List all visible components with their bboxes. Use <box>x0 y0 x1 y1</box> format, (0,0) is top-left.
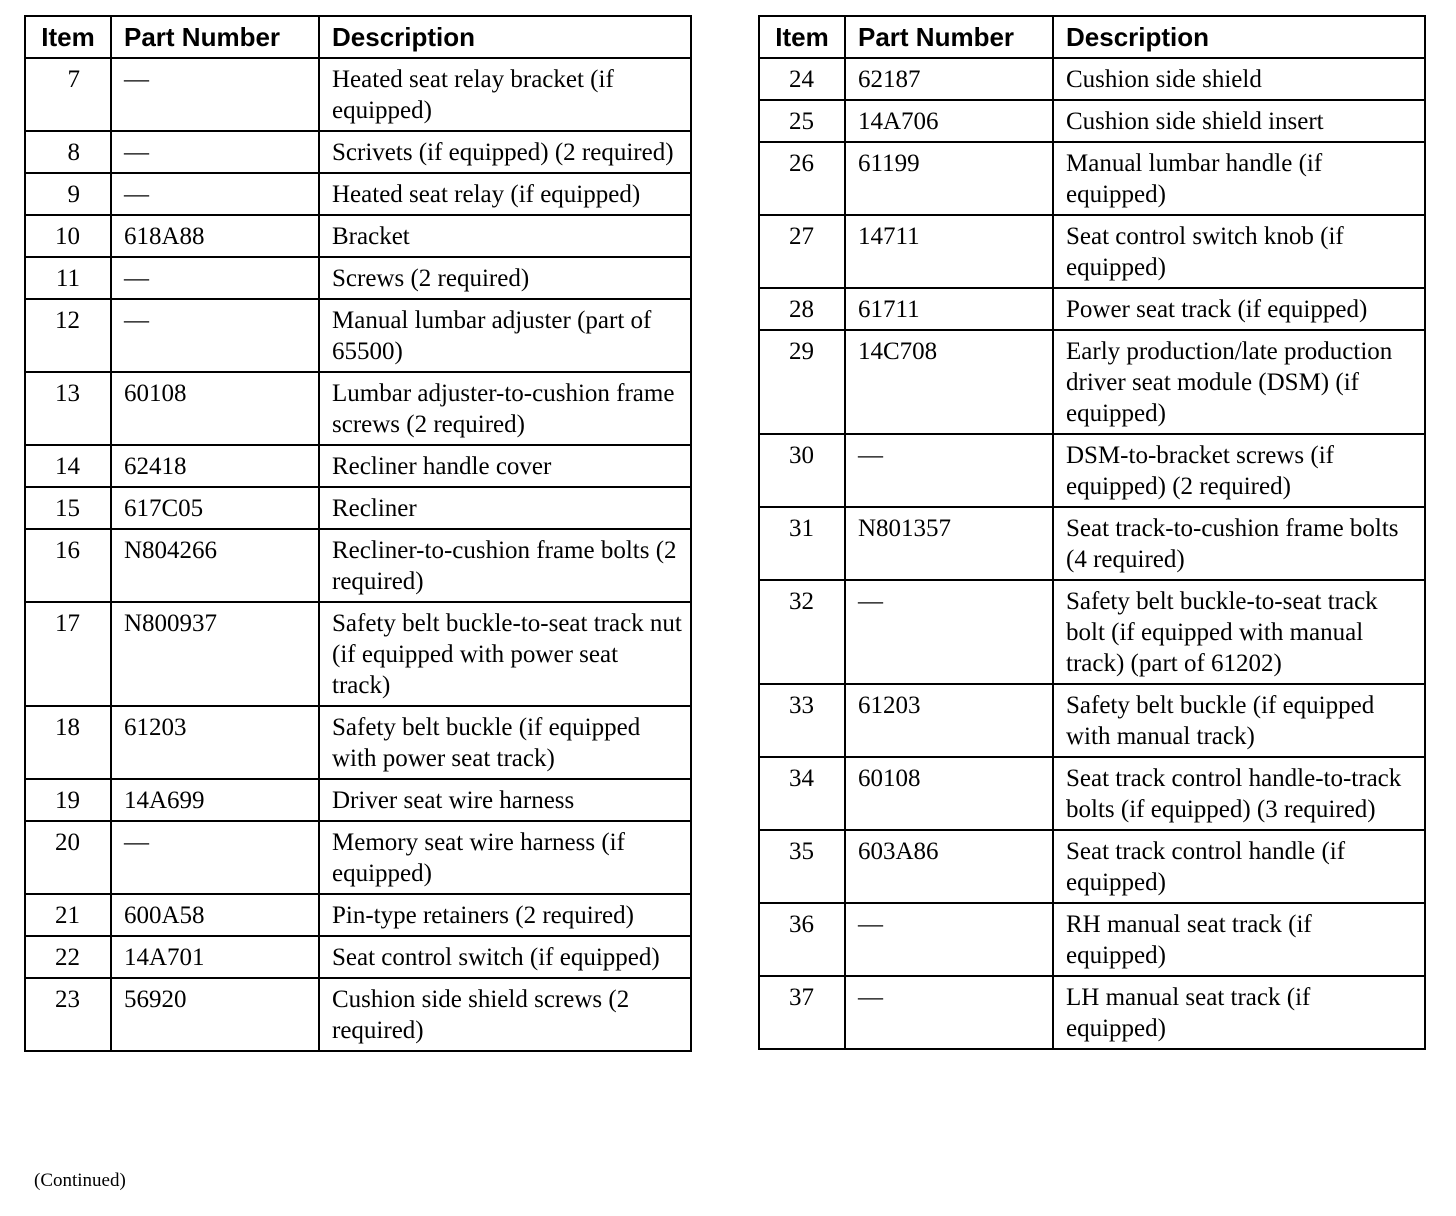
table-row <box>25 257 691 299</box>
part-number-cell: N801357 <box>845 507 1053 580</box>
description-cell: Cushion side shield insert <box>1053 100 1425 142</box>
table-row <box>25 821 691 894</box>
table-row <box>759 757 1425 830</box>
description-cell: Safety belt buckle (if equipped with manual track) <box>1053 684 1425 757</box>
item-number-cell: 32 <box>759 580 845 684</box>
item-number-cell: 7 <box>25 58 111 131</box>
column-header-description: Description <box>319 16 691 58</box>
column-header-part-number: Part Number <box>111 16 319 58</box>
item-number-cell: 10 <box>25 215 111 257</box>
item-number-cell: 15 <box>25 487 111 529</box>
table-row <box>759 684 1425 757</box>
description-cell: Recliner handle cover <box>319 445 691 487</box>
table-row <box>25 445 691 487</box>
item-number-cell: 19 <box>25 779 111 821</box>
part-number-cell: 600A58 <box>111 894 319 936</box>
part-number-cell: 62187 <box>845 58 1053 100</box>
description-cell: Safety belt buckle-to-seat track nut (if equipped with power seat track) <box>319 602 691 706</box>
part-number-cell: 61203 <box>111 706 319 779</box>
table-row <box>759 580 1425 684</box>
description-cell: LH manual seat track (if equipped) <box>1053 976 1425 1049</box>
description-cell: Recliner-to-cushion frame bolts (2 required) <box>319 529 691 602</box>
description-cell: RH manual seat track (if equipped) <box>1053 903 1425 976</box>
table-row <box>759 142 1425 215</box>
table-row <box>759 976 1425 1049</box>
description-cell: Memory seat wire harness (if equipped) <box>319 821 691 894</box>
item-number-cell: 35 <box>759 830 845 903</box>
table-row <box>759 58 1425 100</box>
table-row <box>25 487 691 529</box>
item-number-cell: 36 <box>759 903 845 976</box>
item-number-cell: 31 <box>759 507 845 580</box>
table-row <box>759 830 1425 903</box>
item-number-cell: 11 <box>25 257 111 299</box>
part-number-cell: 14A699 <box>111 779 319 821</box>
item-number-cell: 12 <box>25 299 111 372</box>
description-cell: Seat track-to-cushion frame bolts (4 required) <box>1053 507 1425 580</box>
part-number-cell: — <box>111 131 319 173</box>
item-number-cell: 22 <box>25 936 111 978</box>
item-number-cell: 13 <box>25 372 111 445</box>
part-number-cell: 14A701 <box>111 936 319 978</box>
table-row <box>759 100 1425 142</box>
item-number-cell: 18 <box>25 706 111 779</box>
table-row <box>759 215 1425 288</box>
part-number-cell: 61199 <box>845 142 1053 215</box>
table-row <box>25 978 691 1051</box>
continued-note: (Continued) <box>34 1170 126 1191</box>
table-row <box>25 602 691 706</box>
table-row <box>25 215 691 257</box>
item-number-cell: 30 <box>759 434 845 507</box>
table-row <box>759 434 1425 507</box>
part-number-cell: 14711 <box>845 215 1053 288</box>
table-header-row <box>25 16 691 58</box>
table-row <box>25 529 691 602</box>
table-header-row <box>759 16 1425 58</box>
part-number-cell: — <box>111 257 319 299</box>
part-number-cell: — <box>845 580 1053 684</box>
part-number-cell: 618A88 <box>111 215 319 257</box>
description-cell: Safety belt buckle-to-seat track bolt (if equipped with manual track) (part of 61202) <box>1053 580 1425 684</box>
table-row <box>25 173 691 215</box>
item-number-cell: 25 <box>759 100 845 142</box>
table-row <box>25 936 691 978</box>
part-number-cell: — <box>111 821 319 894</box>
description-cell: Seat control switch (if equipped) <box>319 936 691 978</box>
description-cell: Early production/late production driver seat module (DSM) (if equipped) <box>1053 330 1425 434</box>
parts-table-left-body <box>25 58 691 1051</box>
item-number-cell: 33 <box>759 684 845 757</box>
table-row <box>759 330 1425 434</box>
table-row <box>25 706 691 779</box>
table-row <box>25 372 691 445</box>
item-number-cell: 29 <box>759 330 845 434</box>
description-cell: Seat control switch knob (if equipped) <box>1053 215 1425 288</box>
part-number-cell: 617C05 <box>111 487 319 529</box>
item-number-cell: 28 <box>759 288 845 330</box>
item-number-cell: 9 <box>25 173 111 215</box>
table-row <box>25 58 691 131</box>
part-number-cell: 14C708 <box>845 330 1053 434</box>
description-cell: Heated seat relay bracket (if equipped) <box>319 58 691 131</box>
description-cell: Bracket <box>319 215 691 257</box>
item-number-cell: 8 <box>25 131 111 173</box>
part-number-cell: — <box>111 299 319 372</box>
item-number-cell: 21 <box>25 894 111 936</box>
item-number-cell: 27 <box>759 215 845 288</box>
item-number-cell: 37 <box>759 976 845 1049</box>
part-number-cell: 14A706 <box>845 100 1053 142</box>
part-number-cell: N800937 <box>111 602 319 706</box>
part-number-cell: — <box>845 976 1053 1049</box>
column-header-item: Item <box>759 16 845 58</box>
description-cell: Power seat track (if equipped) <box>1053 288 1425 330</box>
part-number-cell: — <box>111 58 319 131</box>
item-number-cell: 26 <box>759 142 845 215</box>
item-number-cell: 17 <box>25 602 111 706</box>
column-header-part-number: Part Number <box>845 16 1053 58</box>
part-number-cell: — <box>111 173 319 215</box>
part-number-cell: 56920 <box>111 978 319 1051</box>
table-row <box>759 288 1425 330</box>
part-number-cell: 61203 <box>845 684 1053 757</box>
description-cell: Scrivets (if equipped) (2 required) <box>319 131 691 173</box>
column-header-item: Item <box>25 16 111 58</box>
table-row <box>759 903 1425 976</box>
description-cell: Manual lumbar handle (if equipped) <box>1053 142 1425 215</box>
item-number-cell: 34 <box>759 757 845 830</box>
description-cell: Cushion side shield screws (2 required) <box>319 978 691 1051</box>
description-cell: Safety belt buckle (if equipped with power seat track) <box>319 706 691 779</box>
description-cell: Screws (2 required) <box>319 257 691 299</box>
column-header-description: Description <box>1053 16 1425 58</box>
part-number-cell: N804266 <box>111 529 319 602</box>
table-row <box>25 299 691 372</box>
description-cell: Heated seat relay (if equipped) <box>319 173 691 215</box>
description-cell: Lumbar adjuster-to-cushion frame screws (2 required) <box>319 372 691 445</box>
description-cell: DSM-to-bracket screws (if equipped) (2 required) <box>1053 434 1425 507</box>
part-number-cell: 62418 <box>111 445 319 487</box>
item-number-cell: 23 <box>25 978 111 1051</box>
item-number-cell: 20 <box>25 821 111 894</box>
part-number-cell: — <box>845 903 1053 976</box>
parts-table-right-body <box>759 58 1425 1049</box>
description-cell: Seat track control handle (if equipped) <box>1053 830 1425 903</box>
parts-table-left <box>24 15 692 1052</box>
part-number-cell: 60108 <box>111 372 319 445</box>
item-number-cell: 16 <box>25 529 111 602</box>
part-number-cell: — <box>845 434 1053 507</box>
item-number-cell: 14 <box>25 445 111 487</box>
item-number-cell: 24 <box>759 58 845 100</box>
description-cell: Seat track control handle-to-track bolts (if equipped) (3 required) <box>1053 757 1425 830</box>
part-number-cell: 603A86 <box>845 830 1053 903</box>
description-cell: Recliner <box>319 487 691 529</box>
description-cell: Pin-type retainers (2 required) <box>319 894 691 936</box>
part-number-cell: 60108 <box>845 757 1053 830</box>
table-row <box>25 894 691 936</box>
table-row <box>759 507 1425 580</box>
description-cell: Manual lumbar adjuster (part of 65500) <box>319 299 691 372</box>
table-row <box>25 779 691 821</box>
part-number-cell: 61711 <box>845 288 1053 330</box>
description-cell: Cushion side shield <box>1053 58 1425 100</box>
parts-table-right <box>758 15 1426 1050</box>
description-cell: Driver seat wire harness <box>319 779 691 821</box>
table-row <box>25 131 691 173</box>
